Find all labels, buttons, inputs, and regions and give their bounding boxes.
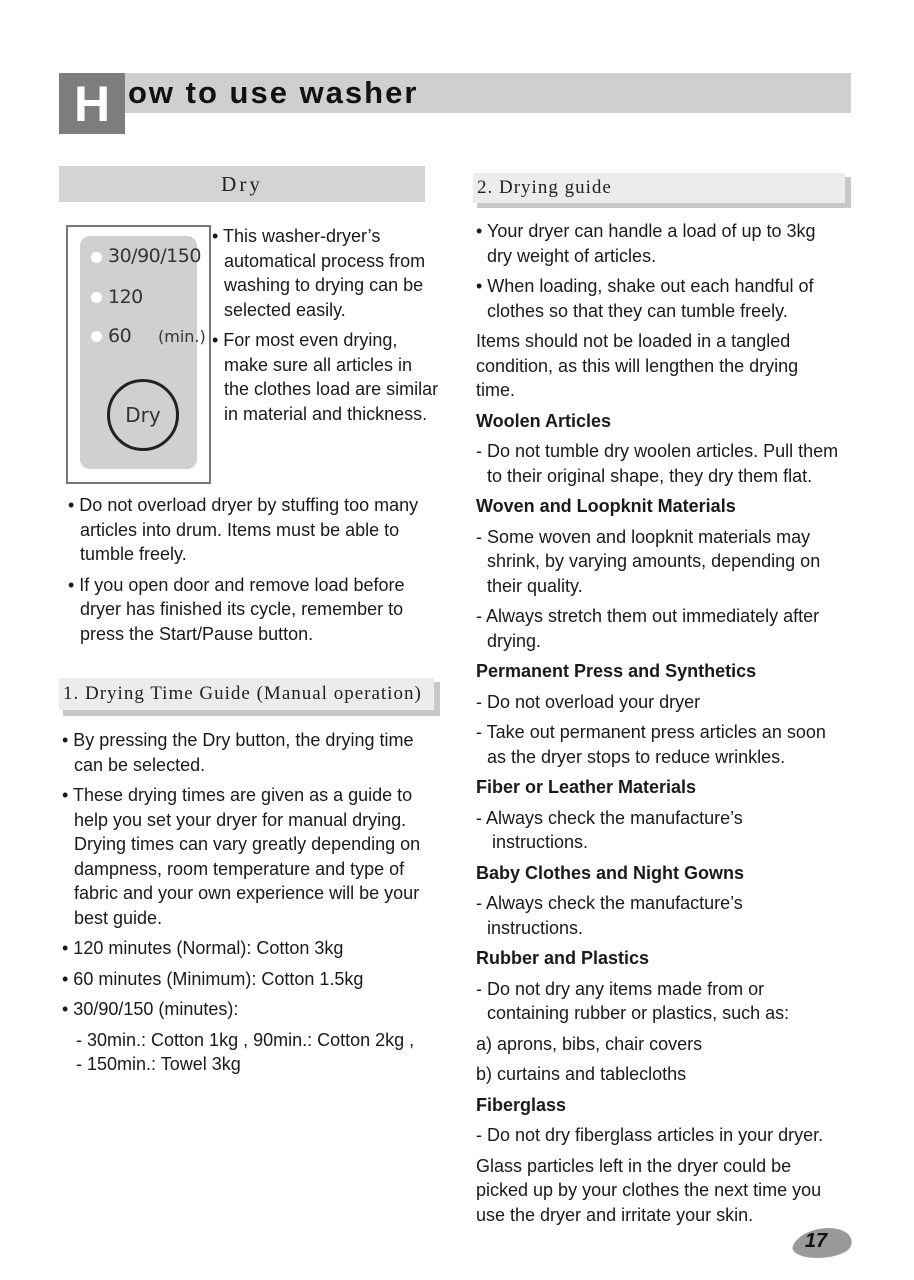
- section-heading: Permanent Press and Synthetics: [476, 661, 757, 681]
- text-line: • When loading, shake out each handful of: [476, 276, 814, 296]
- text-line: dry weight of articles.: [487, 245, 657, 266]
- text-line: • If you open door and remove load before: [68, 574, 405, 595]
- text-line: Glass particles left in the dryer could be: [476, 1155, 792, 1176]
- section-heading: Woven and Loopknit Materials: [476, 496, 736, 516]
- text-line: selected easily.: [224, 299, 346, 320]
- list-item: [476, 891, 856, 940]
- list-item: [476, 1123, 856, 1148]
- list-item: [476, 1032, 856, 1057]
- text-line: - Do not tumble dry woolen articles. Pull them: [476, 441, 839, 461]
- list-item: [476, 274, 856, 323]
- text-line: instructions.: [492, 832, 589, 852]
- text-line: help you set your dryer for manual drying.: [74, 809, 407, 830]
- indicator-dot-icon: [91, 292, 102, 303]
- list-item: [476, 690, 856, 715]
- text-line: clothes so that they can tumble freely.: [487, 300, 788, 321]
- text-line: drying.: [487, 630, 542, 651]
- section-heading: Rubber and Plastics: [476, 948, 650, 968]
- text-line: washing to drying can be: [224, 275, 424, 295]
- text-line: the clothes load are similar: [224, 379, 439, 399]
- text-line: - Always check the manufacture’s: [476, 893, 743, 913]
- section-heading: Baby Clothes and Night Gowns: [476, 862, 745, 883]
- text-line: instructions.: [487, 917, 584, 938]
- list-item: [62, 728, 447, 777]
- dry-bullets-list: [68, 493, 448, 646]
- title-bar-shadow: [477, 203, 851, 208]
- section-heading: Woolen Articles: [476, 410, 612, 431]
- text-line: - Do not overload your dryer: [476, 691, 701, 712]
- text-line: dryer has finished its cycle, remember to: [80, 599, 404, 619]
- list-item: [62, 967, 447, 992]
- text-line: - 30min.: Cotton 1kg , 90min.: Cotton 2kg ,: [76, 1029, 415, 1050]
- drying-guide-title-bar: [473, 173, 851, 208]
- panel-option-120: 120: [108, 286, 143, 308]
- text-line: can be selected.: [74, 754, 206, 775]
- dry-section-title: Dry: [221, 172, 263, 196]
- list-item: [62, 997, 447, 1022]
- text-line: • These drying times are given as a guide to: [62, 785, 413, 805]
- dry-intro-list: [212, 224, 452, 426]
- list-item: [476, 1154, 856, 1228]
- list-item: [68, 493, 448, 567]
- text-line: dampness, room temperature and type of: [74, 858, 405, 879]
- list-item: [62, 1028, 447, 1077]
- text-line: condition, as this will lengthen the drying: [476, 355, 799, 376]
- text-line: Drying times can vary greatly depending on: [74, 834, 421, 854]
- list-item: [476, 604, 856, 653]
- drying-guide-content: [476, 219, 856, 1227]
- text-line: • 120 minutes (Normal): Cotton 3kg: [62, 938, 344, 958]
- text-line: - Some woven and loopknit materials may: [476, 526, 811, 547]
- dry-section-title-bar: [59, 166, 425, 202]
- list-item: [212, 328, 452, 426]
- text-line: shrink, by varying amounts, depending on: [487, 551, 821, 571]
- intro-paragraph: [476, 329, 856, 403]
- text-line: picked up by your clothes the next time you: [476, 1180, 822, 1200]
- indicator-dot-icon: [91, 252, 102, 263]
- text-line: • 60 minutes (Minimum): Cotton 1.5kg: [62, 968, 364, 989]
- text-line: in material and thickness.: [224, 403, 428, 424]
- time-guide-list: [62, 728, 447, 1077]
- drying-guide-title: 2. Drying guide: [477, 177, 612, 198]
- section-heading: Fiber or Leather Materials: [476, 777, 697, 797]
- panel-unit-label: (min.): [158, 327, 206, 346]
- list-item: [476, 439, 856, 488]
- text-line: automatical process from: [224, 250, 426, 271]
- text-line: - Do not dry any items made from or: [476, 978, 765, 999]
- text-line: - Always stretch them out immediately after: [476, 606, 820, 626]
- header-initial-box: [59, 73, 125, 134]
- list-item: [476, 806, 856, 855]
- list-item: [62, 783, 447, 930]
- list-item: [68, 573, 448, 647]
- header-initial-letter: H: [73, 75, 111, 132]
- text-line: their quality.: [487, 575, 583, 596]
- text-line: - Always check the manufacture’s: [476, 807, 743, 828]
- list-item: [212, 224, 452, 322]
- text-line: to their original shape, they dry them flat.: [487, 465, 813, 486]
- text-line: - 150min.: Towel 3kg: [76, 1054, 241, 1074]
- text-line: • Your dryer can handle a load of up to 3kg: [476, 221, 816, 241]
- text-line: as the dryer stops to reduce wrinkles.: [487, 746, 786, 767]
- text-line: fabric and your own experience will be your: [74, 883, 420, 903]
- text-line: time.: [476, 380, 516, 400]
- page-number: 17: [804, 1230, 828, 1252]
- panel-option-30-90-150: 30/90/150: [108, 245, 201, 267]
- section-heading: Fiberglass: [476, 1094, 567, 1115]
- list-item: [476, 720, 856, 769]
- text-line: b) curtains and tablecloths: [476, 1064, 687, 1084]
- text-line: best guide.: [74, 907, 163, 928]
- page-title: ow to use washer: [128, 75, 419, 110]
- dry-button-label: Dry: [125, 403, 161, 427]
- text-line: - Do not dry fiberglass articles in your dryer.: [476, 1125, 824, 1145]
- text-line: make sure all articles in: [224, 354, 413, 375]
- dry-button[interactable]: [107, 379, 179, 451]
- time-guide-title: 1. Drying Time Guide (Manual operation): [63, 683, 422, 704]
- list-item: [476, 977, 856, 1026]
- text-line: • This washer-dryer’s: [212, 226, 381, 246]
- title-bar-shadow: [63, 710, 440, 716]
- text-line: • Do not overload dryer by stuffing too many: [68, 495, 419, 515]
- text-line: • For most even drying,: [212, 330, 398, 350]
- text-line: articles into drum. Items must be able to: [80, 519, 400, 540]
- text-line: containing rubber or plastics, such as:: [487, 1003, 790, 1023]
- panel-option-60: 60: [108, 325, 132, 347]
- text-line: a) aprons, bibs, chair covers: [476, 1033, 703, 1054]
- list-item: [476, 219, 856, 268]
- list-item: [476, 525, 856, 599]
- indicator-dot-icon: [91, 331, 102, 342]
- text-line: • By pressing the Dry button, the drying time: [62, 730, 414, 750]
- list-item: [62, 936, 447, 961]
- text-line: press the Start/Pause button.: [80, 623, 314, 644]
- text-line: Items should not be loaded in a tangled: [476, 331, 791, 351]
- list-item: [476, 1062, 856, 1087]
- text-line: tumble freely.: [80, 544, 187, 564]
- time-guide-title-bar: [59, 678, 440, 716]
- text-line: - Take out permanent press articles an soon: [476, 722, 826, 742]
- text-line: use the dryer and irritate your skin.: [476, 1204, 754, 1225]
- text-line: • 30/90/150 (minutes):: [62, 999, 239, 1019]
